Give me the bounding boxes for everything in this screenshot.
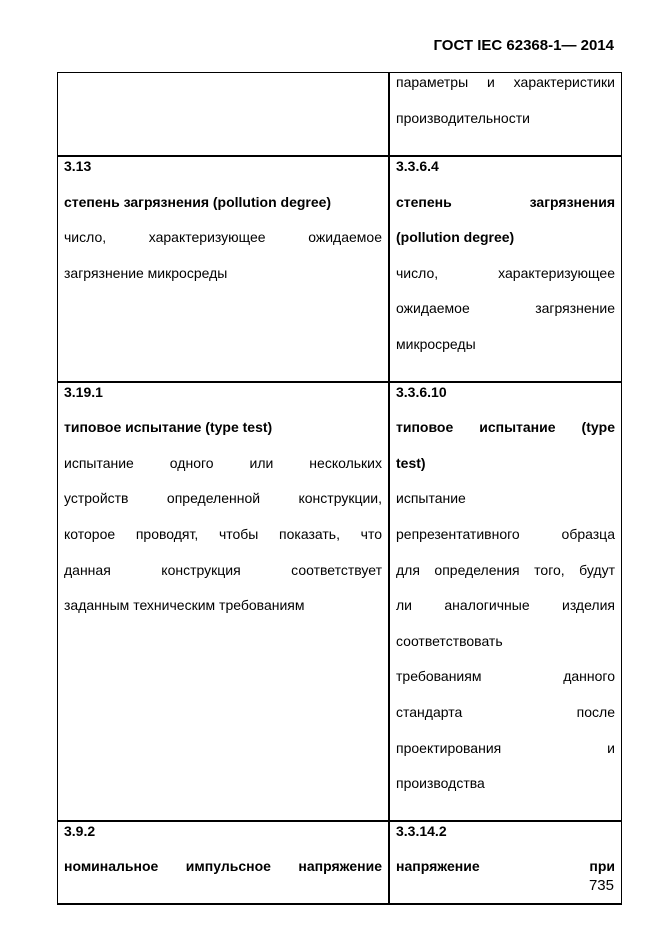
definition-line: число, характеризующее	[396, 264, 615, 281]
clause-number: 3.3.6.10	[396, 383, 447, 400]
definition-line: соответствовать	[396, 632, 503, 649]
definition-line: стандарта после	[396, 703, 615, 720]
left-cell	[58, 73, 390, 155]
clause-number: 3.3.6.4	[396, 158, 439, 174]
definition-line: испытание одного или нескольких	[64, 454, 382, 471]
table-row	[58, 381, 621, 820]
definition-line: заданным техническим требованиям	[64, 597, 305, 614]
definition-line: параметры и характеристики	[396, 74, 615, 90]
term-title: степень загрязнения	[396, 193, 615, 210]
term-title: типовое испытание (type	[396, 419, 615, 436]
term-title: степень загрязнения (pollution degree)	[64, 193, 332, 210]
definition-line: число, характеризующее ожидаемое	[64, 229, 382, 246]
term-title: test)	[396, 454, 426, 471]
right-cell	[390, 157, 621, 381]
table-row	[58, 73, 621, 155]
definition-line: проектирования и	[396, 739, 615, 756]
left-cell	[58, 157, 390, 381]
definition-line: для определения того, будут	[396, 561, 615, 578]
term-title: типовое испытание (type test)	[64, 419, 273, 436]
definition-line: устройств определенной конструкции,	[64, 490, 382, 507]
definition-line: которое проводят, чтобы показать, что	[64, 525, 382, 542]
definition-line: микросреды	[396, 335, 476, 352]
definition-line: производительности	[396, 110, 530, 126]
table-row	[58, 155, 621, 381]
definition-line: испытание	[396, 490, 466, 507]
definition-line: ожидаемое загрязнение	[396, 300, 615, 317]
left-cell	[58, 822, 390, 903]
terms-comparison-table	[57, 72, 622, 905]
definition-line: загрязнение микросреды	[64, 264, 228, 281]
table-row	[58, 820, 621, 903]
clause-number: 3.3.14.2	[396, 822, 447, 839]
clause-number: 3.9.2	[64, 822, 96, 839]
definition-line: репрезентативного образца	[396, 525, 615, 542]
definition-line: производства	[396, 775, 485, 792]
right-cell	[390, 73, 621, 155]
definition-line: данная конструкция соответствует	[64, 561, 382, 578]
term-title: напряжение при	[396, 858, 615, 875]
document-header: ГОСТ IEC 62368-1— 2014	[433, 37, 614, 54]
term-title: (pollution degree)	[396, 229, 515, 246]
clause-number: 3.13	[64, 158, 92, 174]
definition-line: требованиям данного	[396, 668, 615, 685]
clause-number: 3.19.1	[64, 383, 103, 400]
left-cell	[58, 383, 390, 820]
term-title: номинальное импульсное напряжение	[64, 858, 382, 875]
right-cell	[390, 383, 621, 820]
page-number: 735	[588, 877, 614, 894]
definition-line: ли аналогичные изделия	[396, 597, 615, 614]
